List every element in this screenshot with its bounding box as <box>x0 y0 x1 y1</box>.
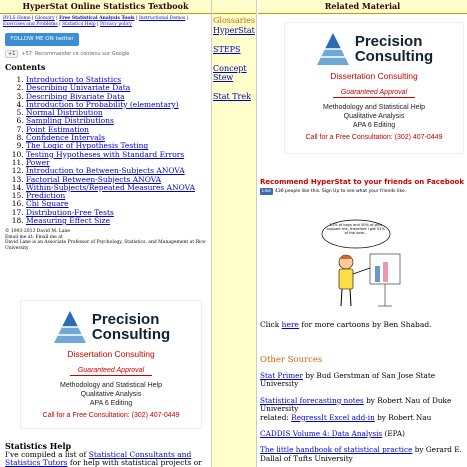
source-desc: (EPA) <box>382 429 406 439</box>
twitter-follow-button[interactable]: FOLLOW ME ON twitter <box>5 33 79 46</box>
source-link[interactable]: CADDIS Volume 4: Data Analysis <box>260 429 383 439</box>
link-free-tools[interactable]: Free Statistical Analysis Tools <box>59 16 135 21</box>
contents-link[interactable]: Introduction to Between-Subjects ANOVA <box>26 166 185 176</box>
author-bio: David Lane is an Associate Professor of Psychology, Statistics, and Management at Rice University <box>5 240 206 251</box>
ad-name-line2: Consulting <box>91 326 171 343</box>
google-plus-widget <box>5 50 206 58</box>
cartoon-caption <box>260 320 432 329</box>
contents-link[interactable]: Introduction to Probability (elementary) <box>26 99 179 109</box>
source-link[interactable]: The little handbook of statistical practice <box>260 445 413 455</box>
source-desc: by Bud Gerstman of San Jose State University <box>260 371 436 389</box>
source-link[interactable]: RegressIt Excel add-in <box>291 412 375 422</box>
contents-link[interactable]: Measuring Effect Size <box>26 216 111 226</box>
facebook-like-button[interactable]: Like <box>262 189 271 194</box>
contents-link[interactable]: Testing Hypotheses with Standard Errors <box>26 149 185 159</box>
other-sources-list <box>260 372 465 467</box>
contents-link[interactable]: Power <box>26 157 50 167</box>
glossaries-heading: Glossaries <box>213 16 255 25</box>
list-item <box>260 372 465 389</box>
contents-link[interactable]: Sampling Distributions <box>26 116 114 126</box>
ad-guarantee: Guaranteed Approval <box>333 89 415 98</box>
contents-link[interactable]: Normal Distribution <box>26 108 103 118</box>
right-column <box>258 0 467 467</box>
contents-heading: Contents <box>5 62 46 72</box>
list-item <box>260 430 465 438</box>
ad-logo <box>285 31 463 67</box>
list-item <box>26 151 211 159</box>
ad-company-name <box>92 312 170 342</box>
source-desc: by Robert Nau of Duke University <box>260 395 452 414</box>
link-stat-trek[interactable]: Stat Trek <box>213 92 251 101</box>
contents-link[interactable]: Prediction <box>26 191 66 201</box>
list-item <box>260 397 465 414</box>
middle-links <box>212 14 256 113</box>
source-prefix: related: <box>260 412 292 422</box>
middle-column <box>212 0 257 467</box>
left-column <box>0 0 212 467</box>
middle-header <box>212 0 256 14</box>
link-stats-help[interactable]: Statistics Help <box>62 22 96 27</box>
list-item <box>260 414 465 422</box>
ad-name-line1: Precision <box>91 311 160 328</box>
google-plus-text: Recommander ce contenu sur Google <box>34 51 130 57</box>
link-demos[interactable]: Instructional Demos <box>138 16 186 21</box>
page-title: HyperStat Online Statistics Textbook <box>0 0 211 14</box>
ad-subtitle: Dissertation Consulting <box>330 71 418 81</box>
consultants-link[interactable]: Statistical Consultants and Statistics Tutors <box>5 450 192 467</box>
cartoon-image <box>318 218 408 310</box>
ad-name-line2: Consulting <box>354 48 434 65</box>
other-sources-heading: Other Sources <box>260 355 323 365</box>
source-desc: by Gerard E. Dallal of Tufts University <box>260 445 462 463</box>
facebook-like-count: 436 people like this. Sign Up to see what your friends like. <box>274 189 407 194</box>
caption-text-2: for more cartoons by Ben Shabad. <box>301 320 432 329</box>
ad-line: Qualitative Analysis <box>343 113 405 120</box>
contents-link[interactable]: Chi Square <box>26 199 69 209</box>
ad-call: Call for a Free Consultation: (302) 407-0449 <box>305 134 443 141</box>
ad-guarantee: Guaranteed Approval <box>70 367 152 376</box>
ad-name-line1: Precision <box>354 33 423 50</box>
google-plus-button[interactable]: +1 <box>5 50 18 58</box>
link-concept-stew[interactable]: Concept Stew <box>213 64 247 82</box>
contents-link[interactable]: Within-Subjects/Repeated Measures ANOVA <box>26 182 195 192</box>
contents-link[interactable]: Describing Bivariate Data <box>26 91 125 101</box>
list-item <box>26 217 211 225</box>
link-hyperstat[interactable]: HyperStat <box>213 26 255 35</box>
stats-help-text-2: for help with statistical projects or <box>69 458 202 467</box>
contents-list <box>0 76 211 225</box>
cartoons-link[interactable]: here <box>281 320 299 329</box>
link-exercises[interactable]: Exercises and Problems <box>3 22 58 27</box>
source-link[interactable]: Stat Primer <box>260 371 303 380</box>
ad-line: APA 6 Editing <box>352 122 396 129</box>
related-material-title: Related Material <box>258 0 467 14</box>
link-steps[interactable]: STEPS <box>213 45 241 54</box>
contents-link[interactable]: Introduction to Statistics <box>26 75 122 84</box>
stats-help-text <box>5 451 211 467</box>
header-links: RVLS Home | Glossary | Free Statistical Analysis Tools | Instructional Demos | Exercises and Problems | Statistics Help | Privacy policy <box>3 16 189 27</box>
ad-call: Call for a Free Consultation: (302) 407-0449 <box>42 412 180 419</box>
caption-text-1: Click <box>260 320 280 329</box>
list-item <box>260 446 465 463</box>
contents-link[interactable]: The Logic of Hypothesis Testing <box>26 141 149 151</box>
link-rvls-home[interactable]: RVLS Home <box>3 16 31 21</box>
stats-help-text-1: I've compiled a list of <box>5 450 87 459</box>
cartoon-speech-text: 21% of boys and 50% of girls support me, therefore I get 51% of the vote... <box>327 223 385 236</box>
stats-help-heading: Statistics Help <box>5 441 72 451</box>
precision-consulting-ad-left[interactable] <box>20 300 202 429</box>
source-link[interactable]: Statistical forecasting notes <box>260 395 364 405</box>
pyramid-logo-icon <box>315 31 351 67</box>
google-plus-count: +57 <box>21 51 32 57</box>
ad-line: APA 6 Editing <box>89 400 133 407</box>
ad-line: Methodology and Statistical Help <box>323 104 425 111</box>
contents-link[interactable]: Distribution-Free Tests <box>26 207 114 217</box>
facebook-recommend-heading: Recommend HyperStat to your friends on Facebook <box>260 178 464 186</box>
contents-link[interactable]: Point Estimation <box>26 124 89 134</box>
ad-line: Qualitative Analysis <box>80 391 142 398</box>
precision-consulting-ad-right[interactable] <box>284 22 464 154</box>
contents-link[interactable]: Confidence Intervals <box>26 133 105 143</box>
ad-line: Methodology and Statistical Help <box>60 382 162 389</box>
footer-info <box>5 229 206 251</box>
ad-logo <box>21 309 201 345</box>
link-glossary[interactable]: Glossary <box>34 16 55 21</box>
contents-link[interactable]: Describing Univariate Data <box>26 83 131 93</box>
pyramid-logo-icon <box>52 309 88 345</box>
ad-company-name <box>355 34 433 64</box>
facebook-like-widget <box>260 188 406 195</box>
link-privacy[interactable]: Privacy policy <box>99 22 132 27</box>
contents-link[interactable]: Factorial Between-Subjects ANOVA <box>26 174 162 184</box>
email-line: Email me at: Email me at <box>5 234 63 240</box>
ad-subtitle: Dissertation Consulting <box>67 349 155 359</box>
source-desc: by Robert Nau <box>374 412 432 422</box>
copyright: © 1993-2013 David M. Lane <box>5 229 71 235</box>
